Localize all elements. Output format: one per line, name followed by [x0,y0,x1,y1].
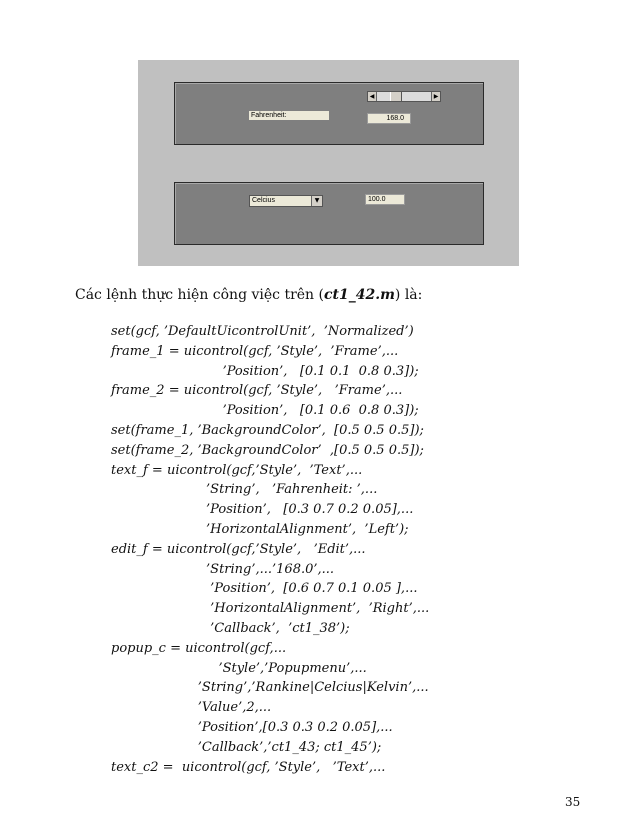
frame-bottom [174,182,484,245]
frame-top [174,82,484,145]
code-line: set(frame_2, ’BackgroundColor’ ,[0.5 0.5 0.5]); [111,442,424,458]
temperature-slider[interactable] [367,91,441,102]
code-line: ’String’, ’Fahrenheit: ’,... [111,482,378,498]
fahrenheit-label: Fahrenheit: [249,111,329,120]
code-line: text_c2 = uicontrol(gcf, ’Style’, ’Text’,... [111,759,386,775]
intro-prefix: Các lệnh thực hiện công việc trên ( [75,287,324,303]
code-line: ’Position’, [0.1 0.6 0.8 0.3]); [111,403,419,419]
chevron-down-icon[interactable]: ▼ [311,196,322,206]
popup-selected-value: Celcius [252,197,275,204]
code-line: ’Position’,[0.3 0.3 0.2 0.05],... [111,720,393,735]
code-line: ’String’,...’168.0’,... [111,561,335,577]
intro-sentence [75,287,422,303]
code-line: ’Callback’, ’ct1_38’); [111,621,350,636]
code-line: ’String’,’Rankine|Celcius|Kelvin’,... [111,680,429,696]
page-number: 35 [565,795,581,809]
code-line: ’Position’, [0.1 0.1 0.8 0.3]); [111,363,419,379]
code-line: popup_c = uicontrol(gcf,... [111,640,287,656]
code-line: frame_1 = uicontrol(gcf, ’Style’, ’Frame’,... [111,343,399,359]
code-line: text_f = uicontrol(gcf,’Style’, ’Text’,... [111,462,363,478]
intro-suffix: ) là: [394,287,423,303]
gui-figure [138,60,519,266]
celcius-value-text: 100.0 [365,194,405,205]
code-line: ’HorizontalAlignment’, ’Left’); [111,522,409,537]
slider-left-arrow-icon[interactable]: ◀ [368,92,377,101]
code-line: ’HorizontalAlignment’, ’Right’,... [111,601,430,617]
code-line: ’Position’, [0.6 0.7 0.1 0.05 ],... [111,581,418,597]
code-line: edit_f = uicontrol(gcf,’Style’, ’Edit’,... [111,541,366,557]
code-line: set(gcf, ’DefaultUicontrolUnit’, ’Normalized’) [111,324,414,339]
code-line: ’Callback’,’ct1_43; ct1_45’); [111,739,382,755]
code-line: ’Value’,2,... [111,700,272,716]
slider-right-arrow-icon[interactable]: ▶ [431,92,440,101]
code-line: ’Position’, [0.3 0.7 0.2 0.05],... [111,502,414,518]
code-line: set(frame_1, ’BackgroundColor’, [0.5 0.5 0.5]); [111,423,424,438]
code-line: ’Style’,’Popupmenu’,... [111,660,367,676]
intro-filename: ct1_42.m [324,287,395,303]
fahrenheit-edit-field[interactable]: 168.0 [367,113,411,124]
code-line: frame_2 = uicontrol(gcf, ’Style’, ’Frame’,... [111,383,403,399]
slider-thumb[interactable] [390,92,402,101]
unit-popup-menu[interactable] [249,195,323,207]
